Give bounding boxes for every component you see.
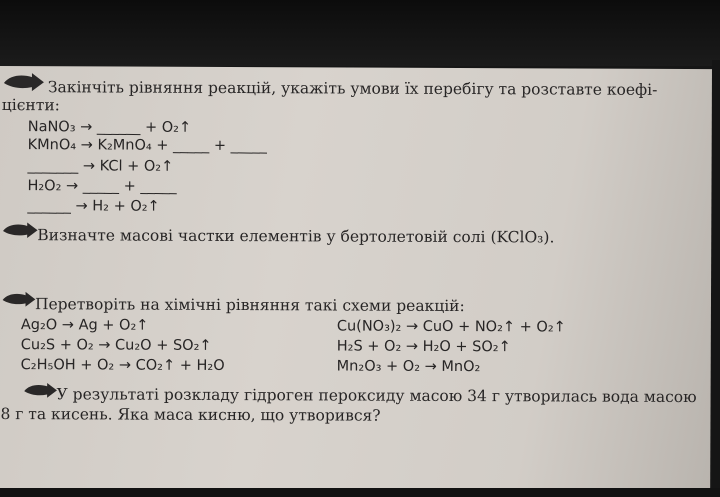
task-arrow-icon [1, 221, 39, 241]
task3-left-scheme-1: Ag₂O → Ag + O₂↑ [20, 317, 149, 334]
textbook-page [0, 66, 712, 494]
task3-right-scheme-3: Mn₂O₃ + O₂ → MnO₂ [336, 358, 481, 376]
task3-left-scheme-3: C₂H₅OH + O₂ → CO₂↑ + H₂O [20, 357, 225, 374]
dark-background-top [0, 0, 720, 66]
task-arrow-icon [2, 72, 46, 94]
task4-line-2: 8 г та кисень. Яка маса кисню, що утворився? [0, 405, 381, 425]
dark-background-bottom [0, 488, 720, 497]
task1-equation-2: KMnO₄ → K₂MnO₄ + _____ + _____ [27, 137, 267, 155]
task1-title-cont: цієнти: [1, 96, 60, 115]
task3-right-scheme-1: Cu(NO₃)₂ → CuO + NO₂↑ + O₂↑ [336, 318, 566, 336]
dark-background-right [712, 60, 720, 497]
task1-title: Закінчіть рівняння реакцій, укажіть умови їх перебігу та розставте коефі- [47, 78, 658, 99]
task-arrow-icon [23, 381, 59, 401]
task3-left-scheme-2: Cu₂S + O₂ → Cu₂O + SO₂↑ [20, 337, 212, 354]
task1-equation-4: H₂O₂ → _____ + _____ [27, 178, 177, 195]
task4-line-1: У результаті розкладу гідроген пероксиду масою 34 г утворилась вода масою [56, 385, 697, 407]
task2-text: Визначте масові частки елементів у бертолетовій солі (KClO₃). [37, 226, 555, 247]
task3-title: Перетворіть на хімічні рівняння такі схеми реакцій: [34, 295, 465, 316]
task1-equation-3: _______ → KCl + O₂↑ [27, 158, 174, 175]
task-arrow-icon [1, 290, 37, 310]
task3-right-scheme-2: H₂S + O₂ → H₂O + SO₂↑ [336, 338, 511, 356]
task1-equation-5: ______ → H₂ + O₂↑ [27, 198, 160, 215]
task1-equation-1: NaNO₃ → ______ + O₂↑ [27, 119, 192, 136]
